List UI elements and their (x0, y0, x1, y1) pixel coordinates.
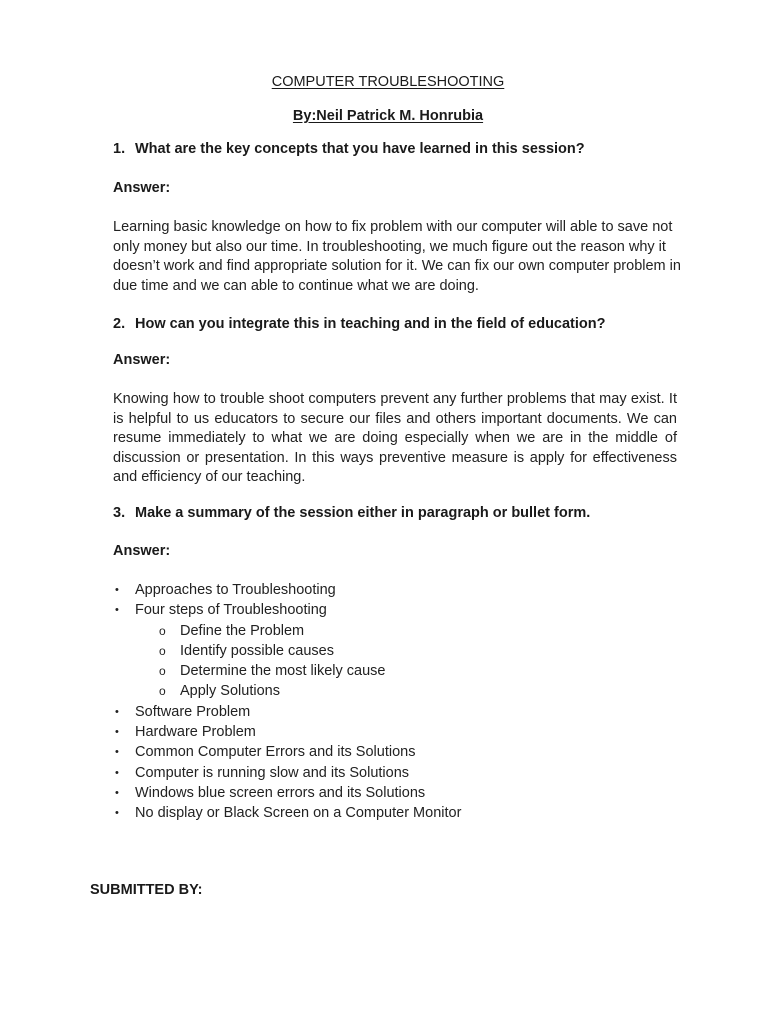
submitted-by-label: SUBMITTED BY: (90, 882, 203, 898)
list-item: • Common Computer Errors and its Solutions (113, 742, 461, 762)
bullet-icon: • (115, 807, 119, 820)
bullet-icon: • (115, 726, 119, 739)
sub-bullet-icon: o (159, 664, 166, 679)
answer-2-paragraph: Knowing how to trouble shoot computers prevent any further problems that may exist. It is helpful to us educators to secure our files and others important documents. We can resume immediately to what we are doing especially when we are in the middle of discussion or presentation. In this ways preventive measure is apply for effectiveness and efficiency of our teaching. (113, 391, 677, 485)
question-1-text: What are the key concepts that you have learned in this session? (135, 141, 585, 157)
sub-bullet-icon: o (159, 684, 166, 699)
sub-bullet-icon: o (159, 643, 166, 658)
question-3-text: Make a summary of the session either in paragraph or bullet form. (135, 505, 591, 521)
list-item: • Hardware Problem (113, 722, 461, 742)
bullet-icon: • (115, 604, 119, 617)
sub-list-item: o Determine the most likely cause (113, 661, 461, 681)
question-2-text: How can you integrate this in teaching and in the field of education? (135, 316, 606, 332)
question-2-number: 2. (113, 316, 126, 332)
list-item: • Computer is running slow and its Solutions (113, 763, 461, 783)
question-2 (113, 316, 605, 332)
question-1 (113, 141, 585, 157)
bullet-icon: • (115, 746, 119, 759)
answer-3-label: Answer: (113, 543, 171, 559)
bullet-icon: • (115, 786, 119, 799)
summary-list (113, 580, 461, 824)
list-item: • Windows blue screen errors and its Solutions (113, 783, 461, 803)
question-3-number: 3. (113, 505, 126, 521)
document-title: COMPUTER TROUBLESHOOTING (271, 74, 505, 90)
answer-2-label: Answer: (113, 352, 171, 368)
answer-1-label: Answer: (113, 180, 171, 196)
bullet-icon: • (115, 766, 119, 779)
sub-bullet-icon: o (159, 623, 166, 638)
bullet-icon: • (115, 705, 119, 718)
list-item: • Approaches to Troubleshooting (113, 580, 461, 600)
list-item: • Software Problem (113, 702, 461, 722)
sub-list-item: o Define the Problem (113, 621, 461, 641)
list-item: • No display or Black Screen on a Computer Monitor (113, 803, 461, 823)
sub-list-item: o Identify possible causes (113, 641, 461, 661)
sub-list-item: o Apply Solutions (113, 681, 461, 701)
answer-1-paragraph: Learning basic knowledge on how to fix problem with our computer will able to save not only money but also our time. In troubleshooting, we much figure out the reason why it doesn’t work and find appropriate solution for it. We can fix our own computer problem in due time and we can able to continue what we are doing. (113, 219, 681, 294)
list-item: • Four steps of Troubleshooting (113, 600, 461, 620)
document-author: By:Neil Patrick M. Honrubia (292, 108, 484, 124)
question-3 (113, 505, 590, 521)
question-1-number: 1. (113, 141, 126, 157)
bullet-icon: • (115, 584, 119, 596)
